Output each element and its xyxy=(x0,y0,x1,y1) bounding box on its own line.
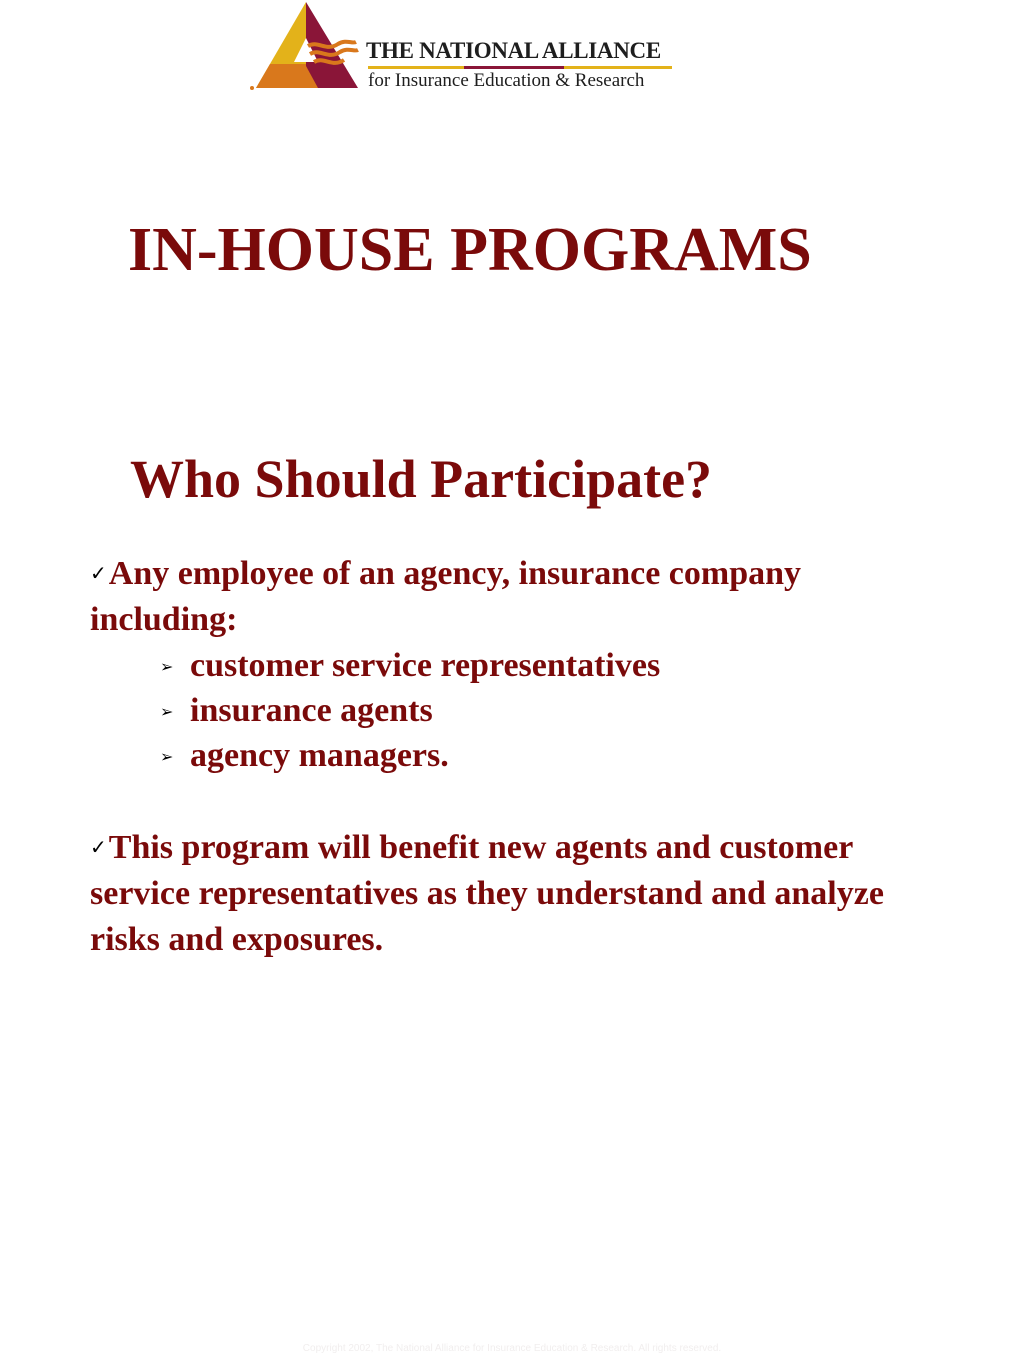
point-2-text: This program will benefit new agents and customer service representatives as they understand and analyze risks and exposures. xyxy=(90,829,884,958)
arrow-bullet-icon: ➢ xyxy=(160,747,174,766)
logo-name-line2: for Insurance Education & Research xyxy=(368,70,645,91)
point-2 xyxy=(90,824,950,963)
list-item xyxy=(160,688,950,733)
rule-gold-segment-2 xyxy=(564,66,672,69)
check-mark-icon: ✓ xyxy=(90,561,107,585)
arrow-bullet-icon: ➢ xyxy=(160,657,174,676)
arrow-bullet-icon: ➢ xyxy=(160,702,174,721)
list-item xyxy=(160,733,950,778)
triangle-logo-icon xyxy=(248,0,364,94)
section-heading: Who Should Participate? xyxy=(130,449,713,509)
logo-name-line1: THE NATIONAL ALLIANCE xyxy=(366,38,661,63)
point-1-text: Any employee of an agency, insurance company including: xyxy=(90,555,802,638)
list-item-text: agency managers. xyxy=(190,737,449,774)
organization-logo xyxy=(248,0,688,96)
list-item-text: customer service representatives xyxy=(190,647,661,684)
rule-maroon-segment xyxy=(464,66,564,69)
spacer xyxy=(90,778,950,824)
point-1 xyxy=(90,550,950,643)
participant-list xyxy=(90,643,950,778)
logo-wordmark xyxy=(366,38,686,91)
page-title: IN-HOUSE PROGRAMS xyxy=(128,216,812,284)
copyright-footer: Copyright 2002, The National Alliance for Insurance Education & Research. All rights reserved. xyxy=(302,1343,722,1354)
rule-gold-segment xyxy=(368,66,464,69)
check-mark-icon: ✓ xyxy=(90,835,107,859)
logo-color-rule xyxy=(368,66,672,69)
list-item xyxy=(160,643,950,688)
content-body xyxy=(90,550,950,963)
list-item-text: insurance agents xyxy=(190,692,433,729)
